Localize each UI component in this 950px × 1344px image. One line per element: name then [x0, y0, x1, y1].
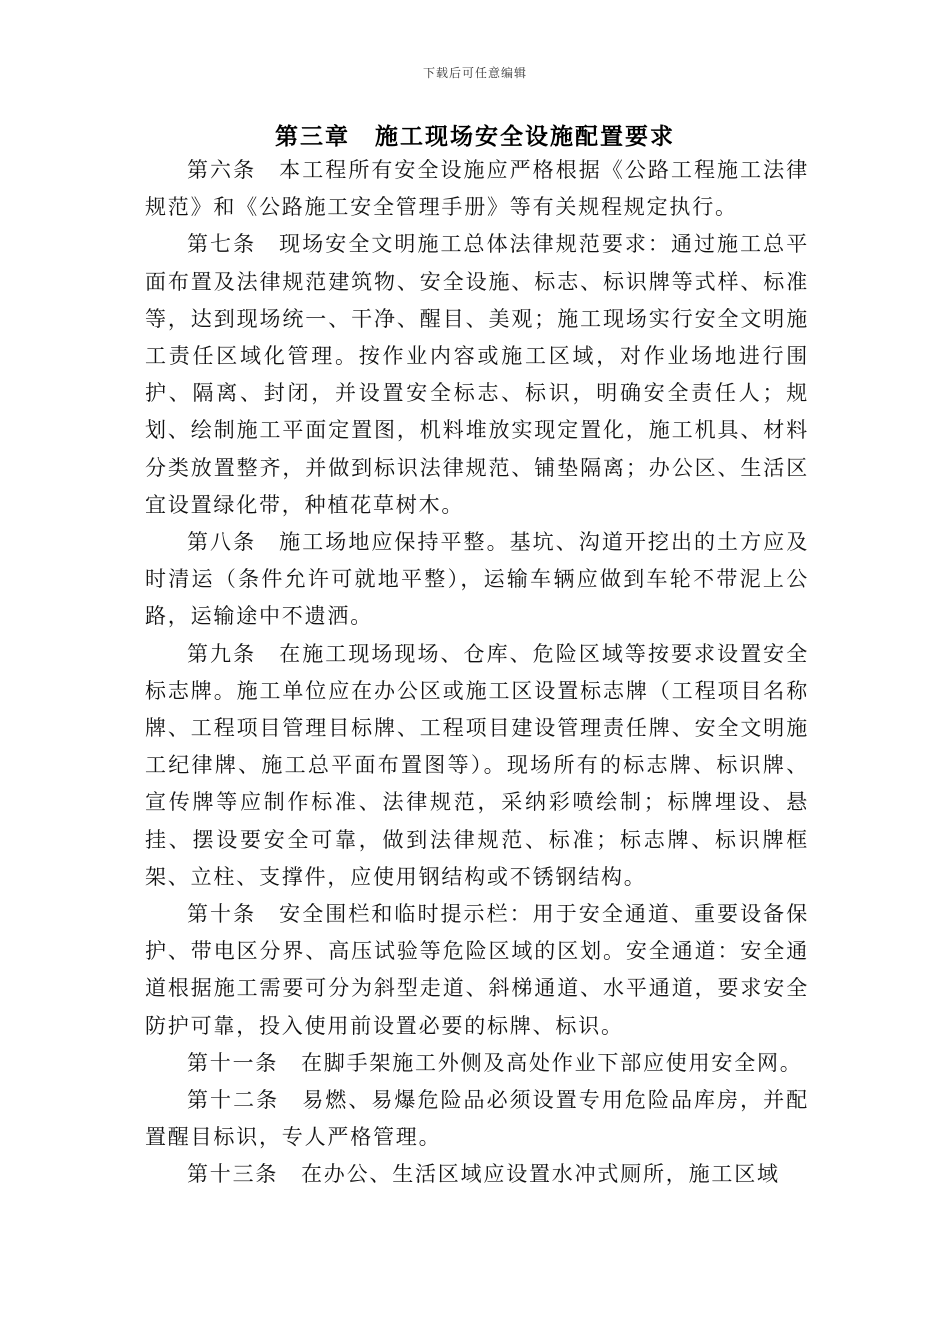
article-13-paragraph: 第十三条 在办公、生活区域应设置水冲式厕所，施工区域 — [187, 1162, 780, 1187]
article-7-paragraph: 第七条 现场安全文明施工总体法律规范要求：通过施工总平面布置及法律规范建筑物、安全设施、标志、标识牌等式样、标准等，达到现场统一、干净、醒目、美观；施工现场实行安全文明施工责任区域化管理。按作业内容或施工区域，对作业场地进行围护、隔离、封闭，并设置安全标志、标识，明确安全责任人；规划、绘制施工平面定置图，机料堆放实现定置化，施工机具、材料分类放置整齐，并做到标识法律规范、铺垫隔离；办公区、生活区宜设置绿化带，种植花草树木。 — [145, 232, 809, 517]
body-text — [145, 152, 809, 1194]
article-11-paragraph: 第十一条 在脚手架施工外侧及高处作业下部应使用安全网。 — [187, 1050, 803, 1075]
article-12-paragraph: 第十二条 易燃、易爆危险品必须设置专用危险品库房，并配置醒目标识，专人严格管理。 — [145, 1088, 809, 1150]
article-10-paragraph: 第十条 安全围栏和临时提示栏：用于安全通道、重要设备保护、带电区分界、高压试验等危险区域的区划。安全通道：安全通道根据施工需要可分为斜型走道、斜梯通道、水平通道，要求安全防护可靠，投入使用前设置必要的标牌、标识。 — [145, 902, 809, 1038]
article-8-paragraph: 第八条 施工场地应保持平整。基坑、沟道开挖出的土方应及时清运（条件允许可就地平整），运输车辆应做到车轮不带泥上公路，运输途中不遗洒。 — [145, 530, 809, 629]
chapter-title: 第三章 施工现场安全设施配置要求 — [275, 123, 675, 150]
article-6-paragraph: 第六条 本工程所有安全设施应严格根据《公路工程施工法律规范》和《公路施工安全管理手册》等有关规程规定执行。 — [145, 158, 809, 220]
article-9-paragraph: 第九条 在施工现场现场、仓库、危险区域等按要求设置安全标志牌。施工单位应在办公区或施工区设置标志牌（工程项目名称牌、工程项目管理目标牌、工程项目建设管理责任牌、安全文明施工纪律牌、施工总平面布置图等）。现场所有的标志牌、标识牌、宣传牌等应制作标准、法律规范，采纳彩喷绘制；标牌埋设、悬挂、摆设要安全可靠，做到法律规范、标准；标志牌、标识牌框架、立柱、支撑件，应使用钢结构或不锈钢结构。 — [145, 641, 809, 889]
page-header-note: 下载后可任意编辑 — [422, 66, 527, 80]
